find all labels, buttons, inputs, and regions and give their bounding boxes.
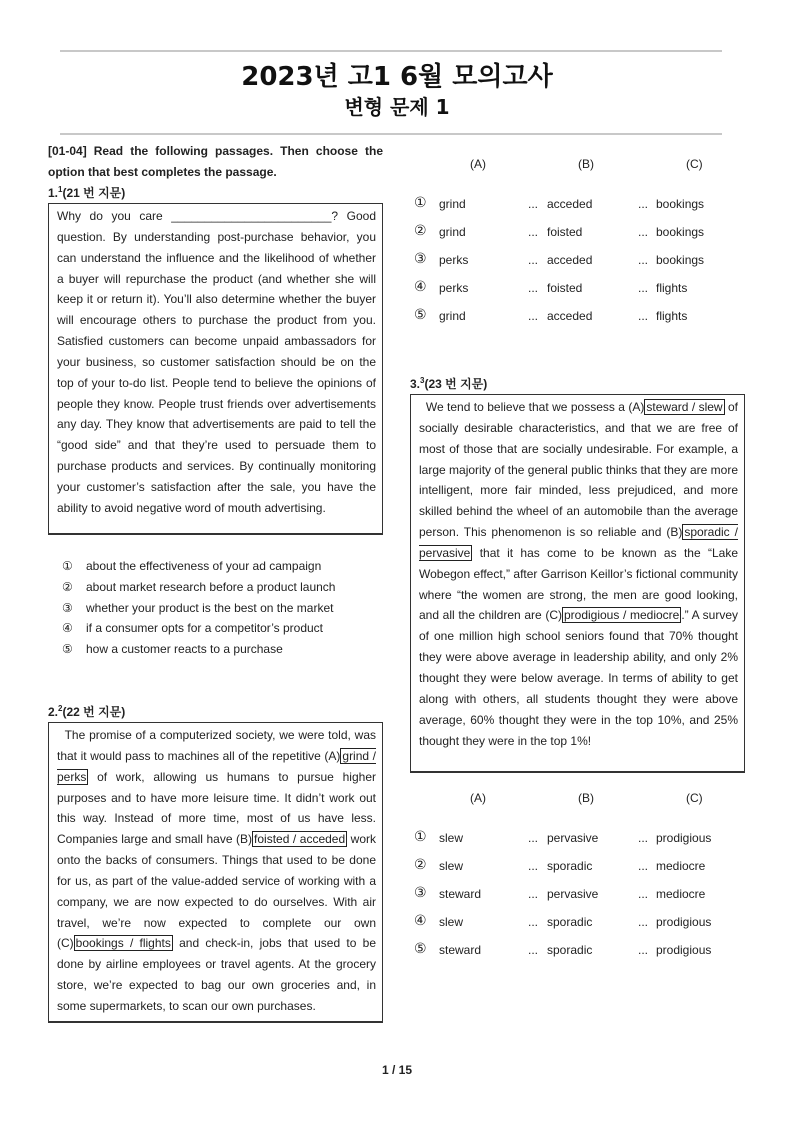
separator: ... [638,915,649,929]
choice-number: ⑤ [62,642,73,657]
option-c: mediocre [656,859,706,873]
question-source: (22 번 지문) [62,704,126,719]
answer-choice-box: bookings / flights [75,936,171,951]
footnote-mark: 1 [58,185,63,194]
option-a: steward [439,887,482,901]
separator: ... [638,309,649,323]
option-a: grind [439,197,466,211]
option-a: slew [439,859,464,873]
option-number: ④ [414,912,427,928]
passage-text: The promise of a computerized society, we were told, was that it would pass to machines all of the repetitive (A) [57,727,376,763]
column-header: (C) [686,157,703,171]
option-c: prodigious [656,831,712,845]
question-2-options-table [410,157,745,337]
option-a: grind [439,309,466,323]
option-row[interactable] [410,222,745,245]
separator: ... [638,943,649,957]
option-row[interactable] [410,912,745,935]
option-number: ② [414,222,427,238]
answer-choice[interactable] [48,556,383,577]
column-header: (C) [686,791,703,805]
separator: ... [528,859,539,873]
bottom-title-rule [60,133,722,135]
option-c: flights [656,281,688,295]
option-b: acceded [547,253,593,267]
option-number: ④ [414,278,427,294]
option-b: sporadic [547,943,593,957]
option-b: acceded [547,309,593,323]
separator: ... [638,225,649,239]
option-row[interactable] [410,306,745,329]
answer-choice-box: prodigious / mediocre [563,608,680,623]
option-a: slew [439,915,464,929]
option-b: foisted [547,225,583,239]
separator: ... [638,253,649,267]
choice-text: about the effectiveness of your ad campaign [86,559,322,573]
answer-choice-box: grind / perks [57,748,376,784]
option-row[interactable] [410,940,745,963]
answer-choice-box: steward / slew [646,400,723,414]
footnote-mark: 2 [58,703,63,713]
passage-2 [48,722,383,1023]
separator: ... [528,943,539,957]
passage-text: and check-in, jobs that used to be done by airline employees or travel agents. At the grocery store, we’re expected to bag our own groceries and, in some supermarkets, to scan our own purchases. [57,936,376,1013]
choice-number: ④ [62,621,73,636]
passage-text: of work, allowing us humans to pursue higher purposes and to have more leisure time. It didn’t work out this way. Instead of more time, most of us have less. Companies large and small have (B) [57,769,376,847]
choice-text: about market research before a product launch [86,579,336,594]
column-header: (B) [578,157,594,171]
option-row[interactable] [410,194,745,217]
choice-text: if a consumer opts for a competitor’s product [86,621,323,636]
right-column [410,157,745,971]
left-column [48,141,383,1023]
option-number: ③ [414,884,427,900]
instructions: [01-04] Read the following passages. Then choose the option that best completes the passage. [48,144,383,179]
option-c: prodigious [656,915,712,929]
question-source: (21 번 지문) [62,186,126,200]
option-number: ⑤ [414,306,427,322]
option-c: bookings [656,197,705,211]
passage-text: that it has come to be known as the “Lake Wobegon effect,” after Garrison Keillor’s fictional community where “the women are strong, the men are good looking, and all the children are (C) [419,545,738,623]
choice-text: whether your product is the best on the market [86,600,334,615]
option-b: acceded [547,197,593,211]
option-c: mediocre [656,887,706,901]
separator: ... [638,281,649,295]
separator: ... [528,281,539,295]
answer-choice-box: sporadic / pervasive [419,525,738,560]
separator: ... [528,225,539,239]
option-row[interactable] [410,250,745,273]
passage-3 [410,394,745,773]
option-a: steward [439,943,482,957]
option-a: slew [439,831,464,845]
passage-text: of socially desirable characteristics, and that we are free of most of those that are socially undesirable. For example, a large majority of the general public thinks that they are more intelligent, more fair minded, less prejudiced, and more skilled behind the wheel of an automobile than the average person. This phenomenon is so reliable and (B) [419,400,739,540]
option-c: bookings [656,253,705,267]
page-number: 1 / 15 [381,1063,413,1077]
option-row[interactable] [410,856,745,879]
answer-choice[interactable] [48,577,383,598]
column-header: (A) [470,791,486,805]
separator: ... [528,915,539,929]
option-b: pervasive [547,887,599,901]
question-source: (23 번 지문) [424,377,488,391]
question-3-options-table [410,791,745,971]
passage-text: Why do you care ________________________? Good question. By understanding post-purchase behavior, you can understand the influence and the likelihood of whether a buyer will repurchase the product (and whether she will keep it or return it). You’ll also determine whether the buyer will encourage others to purchase the product from you. Satisfied customers can become unpaid ambassadors for your business, so customer satisfaction should be on the top of your to-do list. People tend to believe the opinions of people they know. People trust friends over advertisements any day. They know that advertisements are paid to tell the “good side” and that they’re used to persuade them to purchase products and services. By continually monitoring your customer’s satisfaction after the sale, you have the ability to avoid negative word of mouth advertising. [57,209,376,515]
question-1-header [48,183,383,203]
separator: ... [528,197,539,211]
separator: ... [638,831,649,845]
option-number: ① [414,828,427,844]
choice-number: ① [62,559,73,573]
answer-choice[interactable] [48,639,383,660]
footnote-mark: 3 [420,376,425,385]
option-a: grind [439,225,466,239]
separator: ... [638,859,649,873]
separator: ... [528,831,539,845]
choice-text: how a customer reacts to a purchase [86,642,283,657]
passage-text: work onto the backs of consumers. Things that used to be done for us, as part of the value-added service of working with a company, we are now expected to do ourselves. With air travel, we’re now expected to complete our own (C) [57,832,376,951]
question-number: 1. [48,186,59,200]
option-number: ① [414,194,427,210]
option-c: prodigious [656,943,712,957]
top-rule [60,50,722,52]
column-header: (B) [578,791,594,805]
choice-number: ② [62,579,73,594]
option-number: ⑤ [414,940,427,956]
option-row[interactable] [410,278,745,301]
separator: ... [528,887,539,901]
question-3-header [410,374,745,394]
option-number: ② [414,856,427,872]
answer-choice[interactable] [48,598,383,619]
option-b: pervasive [547,831,599,845]
option-c: flights [656,309,688,323]
choice-number: ③ [62,600,73,615]
passage-text: .” A survey of one million high school seniors found that 70% thought they were above average in leadership ability, and only 2% thought they were below average. In terms of ability to get along with others, all students thought they were above average, 60% thought they were in the top 10%, and 25% thought they were in the top 1%! [419,608,738,748]
passage-text: We tend to believe that we possess a (A) [419,400,645,414]
separator: ... [528,309,539,323]
answer-choice[interactable] [48,618,383,639]
question-1-choices [48,556,383,660]
separator: ... [638,197,649,211]
answer-choice-box: foisted / acceded [254,832,346,847]
option-row[interactable] [410,884,745,907]
option-a: perks [439,281,469,295]
separator: ... [528,253,539,267]
page-title: 2023년 고1 6월 모의고사 [241,62,553,92]
option-a: perks [439,253,469,267]
option-b: foisted [547,281,583,295]
question-2-header [48,702,383,722]
option-number: ③ [414,250,427,266]
option-b: sporadic [547,859,593,873]
page-subtitle: 변형 문제 1 [344,95,450,119]
option-c: bookings [656,225,705,239]
column-header: (A) [470,157,486,171]
passage-1 [48,203,383,535]
question-number: 3. [410,377,421,391]
option-b: sporadic [547,915,593,929]
question-number: 2. [48,704,59,719]
separator: ... [638,887,649,901]
option-row[interactable] [410,828,745,851]
